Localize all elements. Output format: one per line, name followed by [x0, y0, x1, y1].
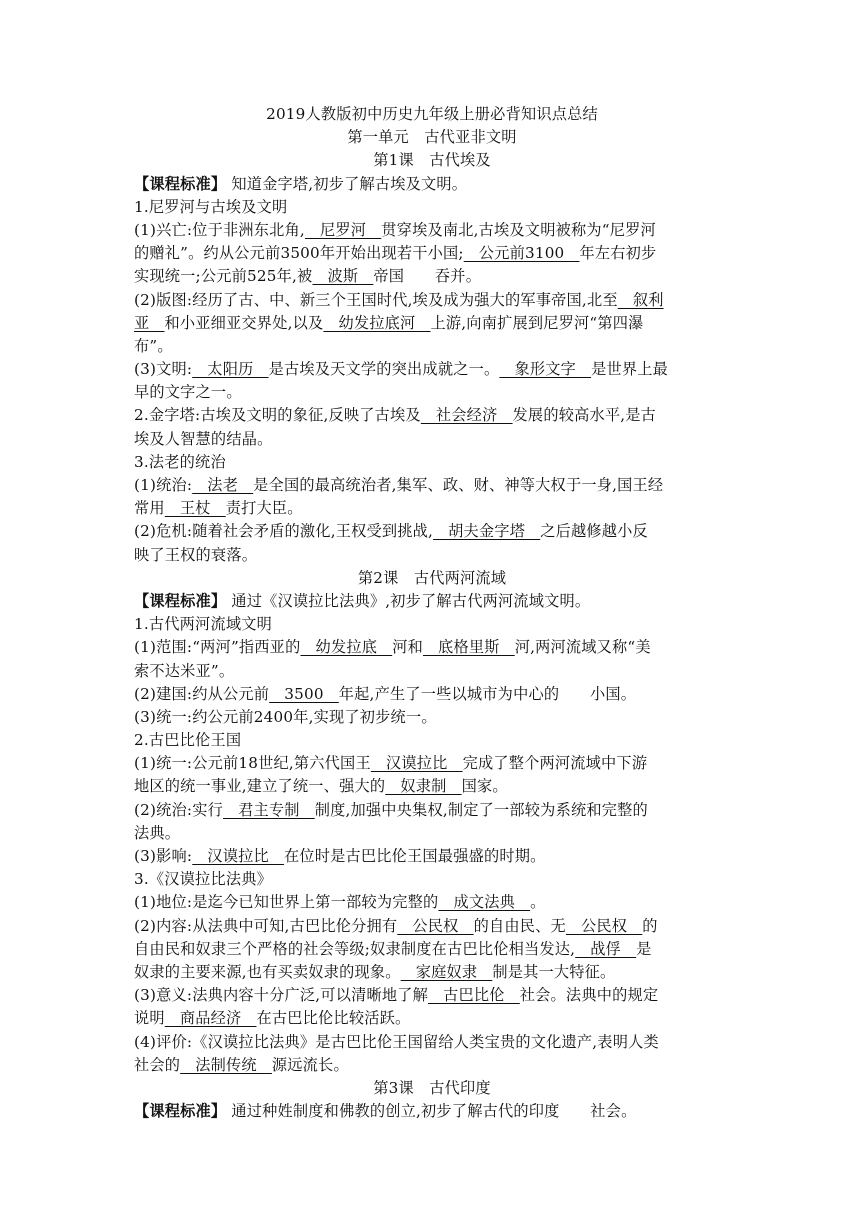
answer-blank: 君主专制: [222, 800, 315, 819]
course-standard-text: 通过《汉谟拉比法典》,初步了解古代两河流域文明。: [231, 591, 591, 610]
text-segment: 在位时是古巴比伦王国最强盛的时期。: [283, 847, 546, 865]
text-segment: (1)兴亡:位于非洲东北角,: [134, 220, 305, 239]
text-line: [134, 984, 730, 1007]
text-segment: (1)统一:公元前18世纪,第六代国王: [134, 754, 371, 773]
answer-blank: 公民权: [397, 916, 474, 935]
text-segment: 在古巴比伦比较活跃。: [256, 1009, 411, 1028]
text-segment: (3)统一:约公元前2400年,实现了初步统一。: [134, 707, 437, 726]
text-segment: 是: [636, 939, 652, 958]
answer-blank: 幼发拉底河: [323, 313, 431, 332]
course-standard: [134, 590, 730, 613]
lesson-title: 第2课 古代两河流域: [357, 568, 507, 587]
text-line: [134, 729, 730, 752]
text-segment: 法典。: [134, 823, 181, 842]
text-segment: 年起,产生了一些以城市为中心的 小国。: [338, 684, 637, 703]
answer-blank: 商品经济: [164, 1009, 257, 1028]
text-segment: 2.古巴比伦王国: [134, 731, 242, 750]
text-segment: 实现统一;公元前525年,被: [134, 267, 313, 286]
course-standard: [134, 173, 730, 196]
answer-blank: 3500: [269, 684, 339, 703]
answer-blank: 亚: [134, 313, 165, 332]
text-segment: 河和: [392, 638, 423, 657]
text-segment: 是世界上最: [591, 360, 669, 379]
text-segment: 索不达米亚”。: [134, 661, 235, 680]
answer-blank: 底格里斯: [422, 638, 515, 657]
text-segment: 年左右初步: [579, 244, 657, 263]
answer-blank: 家庭奴隶: [400, 962, 493, 981]
text-segment: (1)范围:“两河”指西亚的: [134, 638, 301, 657]
text-segment: (3)意义:法典内容十分广泛,可以清晰地了解: [134, 986, 429, 1005]
text-segment: (1)地位:是迄今已知世界上第一部较为完整的: [134, 893, 439, 912]
text-line: [134, 242, 730, 265]
answer-blank: 战俘: [575, 939, 637, 958]
text-segment: 是古埃及天文学的突出成就之一。: [268, 360, 500, 379]
text-line: [134, 196, 730, 219]
text-segment: 社会的: [134, 1055, 181, 1074]
text-segment: 埃及人智慧的结晶。: [134, 429, 273, 448]
answer-blank: 汉谟拉比: [192, 847, 284, 865]
text-segment: 1.古代两河流域文明: [134, 615, 272, 634]
answer-blank: 社会经济: [420, 406, 513, 425]
text-line: [134, 219, 730, 242]
text-line: [134, 938, 730, 961]
text-line: [134, 1054, 730, 1077]
text-line: [134, 428, 730, 451]
course-standard-text: 知道金字塔,初步了解古埃及文明。: [231, 174, 468, 193]
text-segment: 河,两河流域又称“美: [514, 638, 651, 657]
answer-blank: 叙利: [617, 290, 664, 309]
document-title: 2019人教版初中历史九年级上册必背知识点总结: [266, 105, 598, 123]
course-standard: [134, 1100, 730, 1123]
text-segment: (2)内容:从法典中可知,古巴比伦分拥有: [134, 916, 398, 935]
text-segment: 制度,加强中央集权,制定了一部较为系统和完整的: [314, 800, 648, 819]
text-line: [134, 891, 730, 914]
text-line: [134, 636, 730, 659]
text-line: [134, 683, 730, 706]
text-line: [134, 265, 730, 288]
text-segment: 的赠礼”。约从公元前3500年开始出现若干小国;: [134, 244, 464, 263]
text-segment: 源远流长。: [271, 1055, 349, 1074]
text-line: [134, 381, 730, 404]
answer-blank: 王杖: [164, 499, 226, 518]
text-segment: 贯穿埃及南北,古埃及文明被称为“尼罗河: [381, 220, 656, 239]
text-line: [134, 289, 730, 312]
answer-blank: 公元前3100: [463, 244, 580, 263]
course-standard-label: 【课程标准】: [134, 1102, 227, 1121]
text-line: [134, 474, 730, 497]
text-segment: 常用: [134, 499, 165, 518]
text-segment: (2)建国:约从公元前: [134, 684, 270, 703]
text-line: [134, 752, 730, 775]
text-line: [134, 660, 730, 683]
text-line: [134, 497, 730, 520]
text-line: [134, 822, 730, 845]
text-line: [134, 520, 730, 543]
text-line: [134, 961, 730, 984]
lesson-title: 第1课 古代埃及: [373, 151, 491, 170]
text-segment: 3.法老的统治: [134, 452, 226, 471]
answer-blank: 波斯: [312, 267, 374, 286]
text-segment: (1)统治:: [134, 476, 193, 494]
text-segment: 完成了整个两河流域中下游: [462, 754, 648, 773]
text-line: [134, 451, 730, 474]
text-segment: 帝国 吞并。: [373, 267, 482, 286]
answer-blank: 汉谟拉比: [370, 754, 463, 773]
text-line: [134, 706, 730, 729]
text-segment: 的: [642, 916, 658, 935]
text-segment: (2)版图:经历了古、中、新三个王国时代,埃及成为强大的军事帝国,北至: [134, 290, 618, 309]
text-segment: (2)统治:实行: [134, 800, 223, 819]
text-line: [134, 1007, 730, 1030]
text-segment: 布”。: [134, 336, 173, 355]
text-segment: 地区的统一事业,建立了统一、强大的: [134, 777, 386, 796]
answer-blank: 公民权: [565, 916, 643, 935]
answer-blank: 古巴比伦: [428, 986, 520, 1005]
text-segment: 。: [530, 893, 546, 912]
text-line: [134, 1031, 730, 1054]
answer-blank: 法老: [192, 476, 254, 494]
answer-blank: 法制传统: [180, 1055, 272, 1074]
text-segment: 发展的较高水平,是古: [512, 406, 657, 425]
text-segment: 社会。法典中的规定: [519, 986, 659, 1005]
answer-blank: 象形文字: [499, 360, 592, 379]
text-segment: 早的文字之一。: [134, 383, 242, 402]
course-standard-label: 【课程标准】: [134, 591, 227, 610]
text-segment: 上游,向南扩展到尼罗河“第四瀑: [430, 313, 644, 332]
text-segment: (2)危机:随着社会矛盾的激化,王权受到挑战,: [134, 522, 434, 541]
text-segment: 自由民和奴隶三个严格的社会等级;奴隶制度在古巴比伦相当发达,: [134, 939, 576, 958]
text-line: [134, 915, 730, 938]
answer-blank: 幼发拉底: [300, 638, 393, 657]
text-line: [134, 799, 730, 822]
text-segment: 说明: [134, 1009, 165, 1028]
answer-blank: 太阳历: [192, 360, 269, 379]
text-segment: 奴隶的主要来源,也有买卖奴隶的现象。: [134, 962, 401, 981]
text-line: [134, 335, 730, 358]
lessons-container: [134, 149, 730, 1123]
text-segment: 2.金字塔:古埃及文明的象征,反映了古埃及: [134, 406, 421, 425]
text-segment: 制是其一大特征。: [492, 962, 616, 981]
text-segment: 是全国的最高统治者,集军、政、财、神等大权于一身,国王经: [253, 476, 664, 494]
text-segment: 之后越修越小反: [540, 522, 648, 541]
text-segment: (4)评价:《汉谟拉比法典》是古巴比伦王国留给人类宝贵的文化遗产,表明人类: [134, 1032, 659, 1051]
answer-blank: 成文法典: [438, 893, 531, 912]
text-segment: 责打大臣。: [225, 499, 303, 518]
text-line: [134, 404, 730, 427]
text-segment: 映了王权的衰落。: [134, 545, 258, 564]
course-standard-label: 【课程标准】: [134, 174, 227, 193]
text-line: [134, 845, 730, 868]
answer-blank: 尼罗河: [304, 220, 382, 239]
text-segment: 1.尼罗河与古埃及文明: [134, 197, 288, 216]
text-line: [134, 312, 730, 335]
text-segment: (3)影响:: [134, 847, 193, 865]
text-line: [134, 868, 730, 891]
lesson-title: 第3课 古代印度: [373, 1078, 491, 1097]
text-segment: 3.《汉谟拉比法典》: [134, 870, 272, 889]
unit-title: 第一单元 古代亚非文明: [347, 128, 517, 147]
answer-blank: 奴隶制: [385, 777, 462, 796]
text-line: [134, 358, 730, 381]
text-segment: 和小亚细亚交界处,以及: [164, 313, 324, 332]
text-segment: 的自由民、无: [473, 916, 566, 935]
text-line: [134, 613, 730, 636]
text-segment: 国家。: [461, 777, 508, 796]
text-segment: (3)文明:: [134, 360, 193, 379]
answer-blank: 胡夫金字塔: [433, 522, 541, 541]
course-standard-text: 通过种姓制度和佛教的创立,初步了解古代的印度 社会。: [231, 1102, 637, 1121]
text-line: [134, 775, 730, 798]
document-body: [134, 103, 730, 1123]
text-line: [134, 544, 730, 567]
